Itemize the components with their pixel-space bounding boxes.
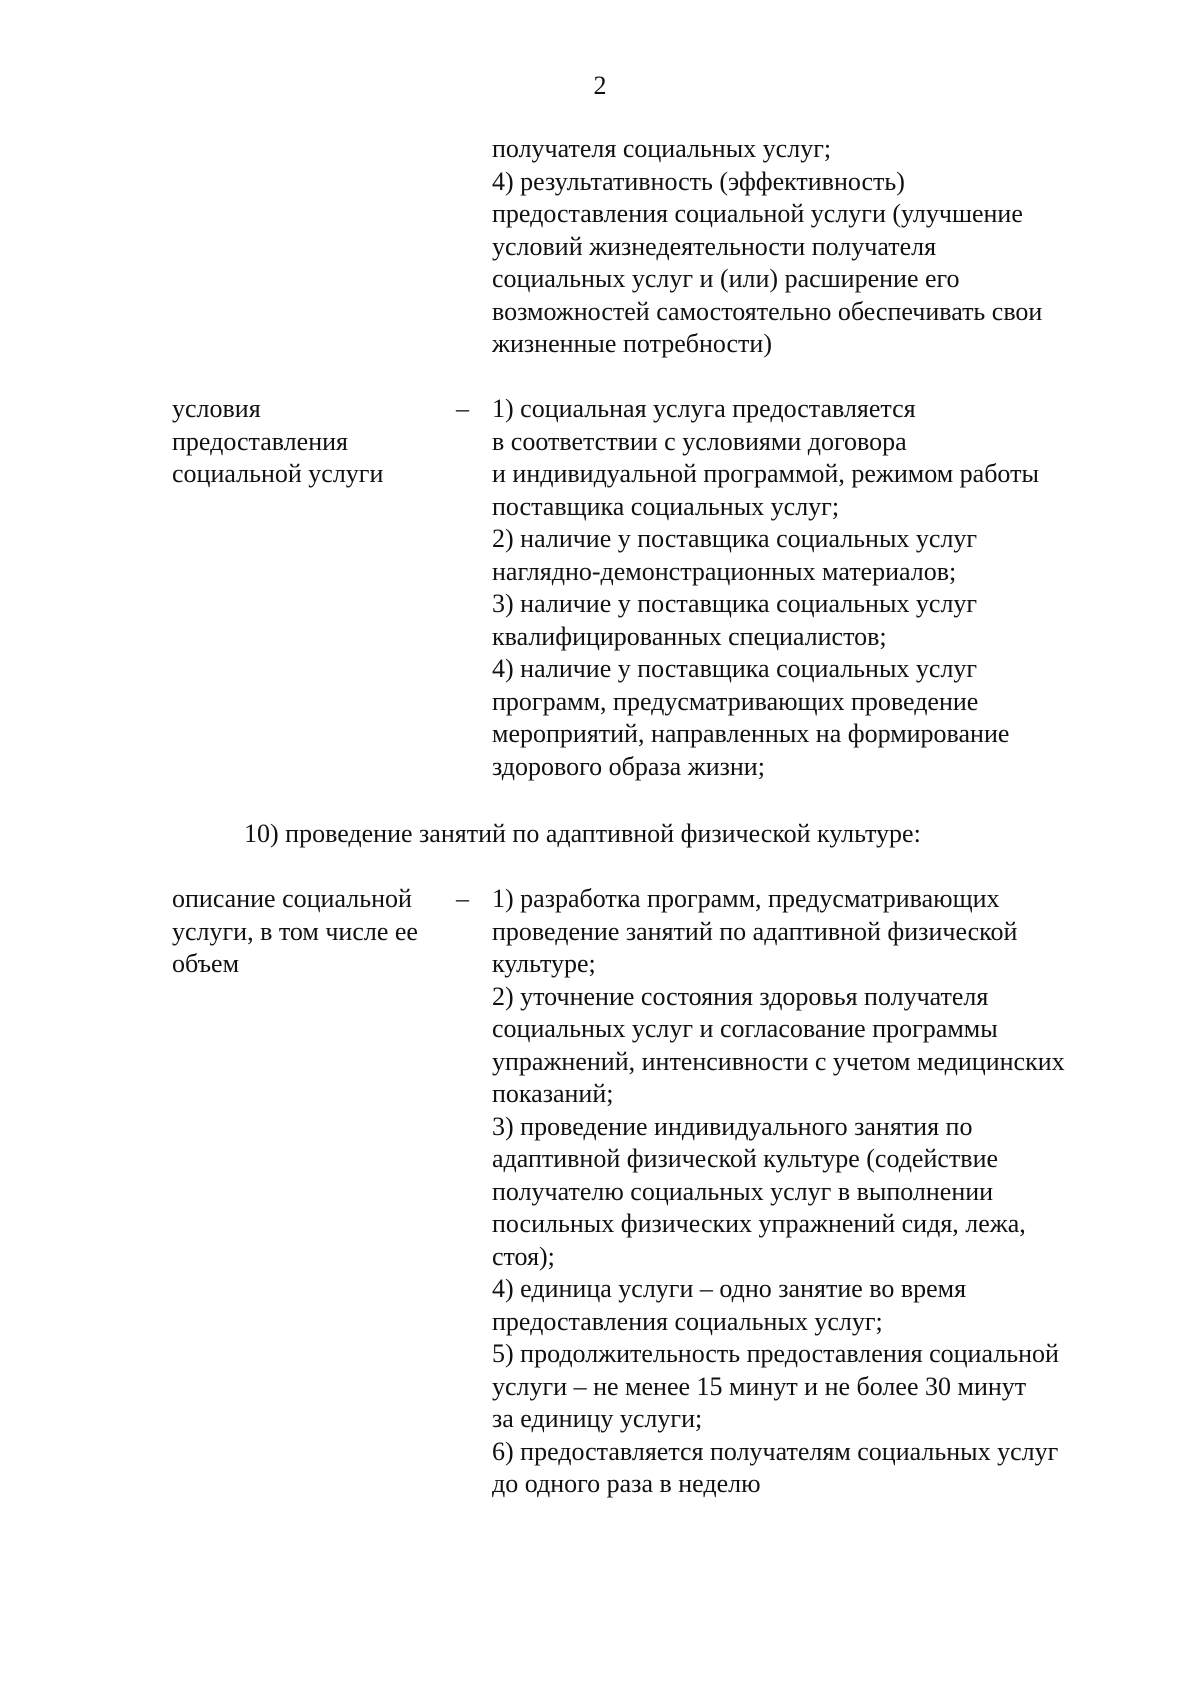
term-line: условия bbox=[172, 394, 261, 423]
text-line: условий жизнедеятельности получателя bbox=[492, 231, 937, 261]
text-line: поставщика социальных услуг; bbox=[492, 491, 840, 521]
description-term bbox=[172, 883, 462, 981]
page-number: 2 bbox=[593, 71, 607, 100]
text-line: 5) продолжительность предоставления социальной bbox=[492, 1339, 1059, 1368]
text-line: предоставления социальных услуг; bbox=[492, 1306, 883, 1336]
description-text bbox=[492, 883, 1172, 1501]
text-line: стоя); bbox=[492, 1241, 555, 1271]
continuation-text bbox=[492, 133, 1172, 361]
description-dash: – bbox=[456, 884, 469, 913]
conditions-text bbox=[492, 393, 1172, 783]
text-line: до одного раза в неделю bbox=[492, 1469, 761, 1498]
text-line: получателя социальных услуг; bbox=[492, 134, 832, 163]
conditions-term bbox=[172, 393, 462, 491]
text-line: квалифицированных специалистов; bbox=[492, 621, 887, 651]
text-line: 3) проведение индивидуального занятия по bbox=[492, 1111, 973, 1141]
text-line: предоставления социальной услуги (улучшение bbox=[492, 199, 1023, 228]
text-line: получателю социальных услуг в выполнении bbox=[492, 1176, 994, 1206]
text-line: адаптивной физической культуре (содействие bbox=[492, 1144, 999, 1173]
text-line: упражнений, интенсивности с учетом медицинских bbox=[492, 1046, 1065, 1076]
conditions-dash: – bbox=[456, 394, 469, 423]
text-line: посильных физических упражнений сидя, лежа, bbox=[492, 1209, 1026, 1238]
text-line: в соответствии с условиями договора bbox=[492, 426, 907, 456]
term-line: объем bbox=[172, 949, 240, 978]
text-line: 4) единица услуги – одно занятие во время bbox=[492, 1274, 967, 1303]
text-line: социальных услуг и (или) расширение его bbox=[492, 264, 960, 293]
text-line: мероприятий, направленных на формирование bbox=[492, 719, 1010, 748]
text-line: 1) социальная услуга предоставляется bbox=[492, 394, 916, 423]
term-line: описание социальной bbox=[172, 884, 412, 913]
term-line: социальной услуги bbox=[172, 459, 384, 488]
text-line: здорового образа жизни; bbox=[492, 751, 765, 781]
term-line: услуги, в том числе ее bbox=[172, 916, 418, 946]
text-line: культуре; bbox=[492, 949, 596, 978]
text-line: 2) наличие у поставщика социальных услуг bbox=[492, 524, 978, 553]
text-line: социальных услуг и согласование программы bbox=[492, 1014, 998, 1043]
text-line: программ, предусматривающих проведение bbox=[492, 686, 979, 716]
text-line: услуги – не менее 15 минут и не более 30 минут bbox=[492, 1371, 1027, 1401]
text-line: 3) наличие у поставщика социальных услуг bbox=[492, 589, 978, 618]
text-line: за единицу услуги; bbox=[492, 1404, 703, 1433]
section-heading: 10) проведение занятий по адаптивной физической культуре: bbox=[244, 819, 921, 848]
text-line: 4) результативность (эффективность) bbox=[492, 166, 905, 196]
text-line: 6) предоставляется получателям социальных услуг bbox=[492, 1436, 1059, 1466]
text-line: возможностей самостоятельно обеспечивать свои bbox=[492, 296, 1043, 326]
text-line: наглядно-демонстрационных материалов; bbox=[492, 556, 957, 586]
text-line: и индивидуальной программой, режимом работы bbox=[492, 459, 1039, 488]
text-line: 4) наличие у поставщика социальных услуг bbox=[492, 654, 978, 683]
text-line: проведение занятий по адаптивной физической bbox=[492, 916, 1018, 946]
text-line: 2) уточнение состояния здоровья получателя bbox=[492, 981, 989, 1011]
text-line: 1) разработка программ, предусматривающих bbox=[492, 884, 1000, 913]
term-line: предоставления bbox=[172, 426, 348, 456]
text-line: показаний; bbox=[492, 1079, 614, 1108]
text-line: жизненные потребности) bbox=[492, 329, 772, 358]
